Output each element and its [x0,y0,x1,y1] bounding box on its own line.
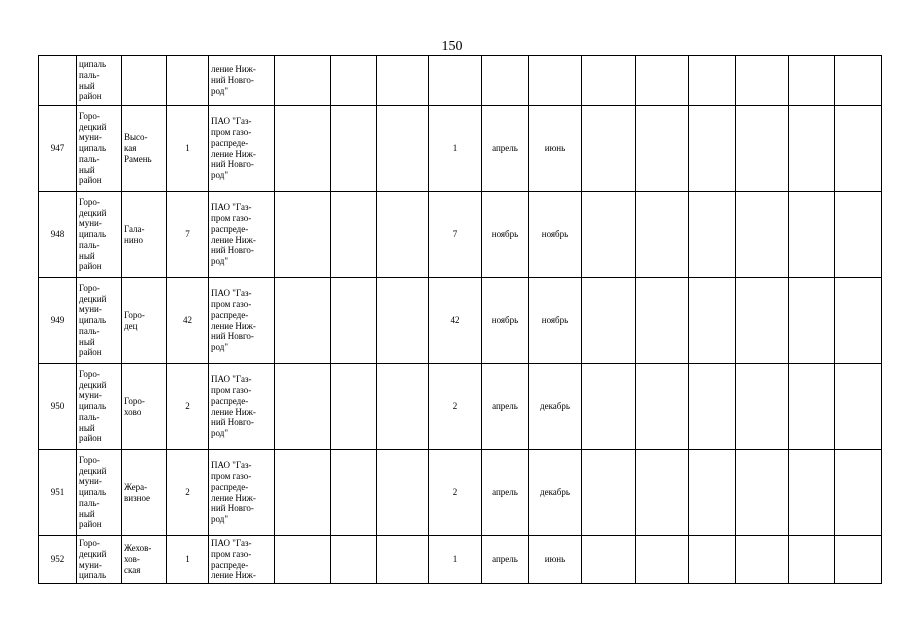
cell-count: 2 [167,364,209,450]
cell-count: 1 [167,106,209,192]
cell-empty [736,278,789,364]
cell-empty [689,278,736,364]
cell-empty [275,364,331,450]
cell-empty [377,192,429,278]
table-row [39,450,882,536]
cell-empty [636,56,689,106]
cell-empty [582,450,636,536]
cell-empty [377,106,429,192]
cell-start-month: апрель [482,106,529,192]
cell-place: Высо- кая Рамень [122,106,167,192]
cell-empty [835,278,882,364]
cell-empty [835,536,882,584]
cell-count-2: 1 [429,106,482,192]
cell-empty [636,278,689,364]
cell-place [122,56,167,106]
cell-district: Горо- децкий муни- ципаль паль- ный район [77,192,122,278]
cell-end-month: июнь [529,536,582,584]
cell-end-month: июнь [529,106,582,192]
cell-place: Жехов- хов- ская [122,536,167,584]
cell-place: Жера- визное [122,450,167,536]
cell-empty [835,192,882,278]
cell-empty [789,364,835,450]
cell-empty [835,106,882,192]
cell-organization: ПАО "Газ- пром газо- распреде- ление Ниж- ний Новго- род" [209,106,275,192]
cell-empty [377,536,429,584]
cell-empty [689,106,736,192]
cell-district: Горо- децкий муни- ципаль паль- ный район [77,450,122,536]
table-row [39,536,882,584]
cell-end-month: декабрь [529,450,582,536]
cell-empty [736,536,789,584]
cell-number: 947 [39,106,77,192]
cell-end-month [529,56,582,106]
cell-empty [377,278,429,364]
cell-count [167,56,209,106]
cell-count: 2 [167,450,209,536]
cell-empty [636,536,689,584]
cell-end-month: ноябрь [529,278,582,364]
cell-count-2: 2 [429,364,482,450]
cell-empty [582,56,636,106]
cell-organization: ление Ниж- ний Новго- род" [209,56,275,106]
cell-empty [331,450,377,536]
cell-empty [331,56,377,106]
cell-empty [377,56,429,106]
cell-count: 7 [167,192,209,278]
cell-start-month: апрель [482,536,529,584]
cell-count: 42 [167,278,209,364]
cell-organization: ПАО "Газ- пром газо- распреде- ление Ниж- ний Новго- род" [209,450,275,536]
cell-empty [789,56,835,106]
cell-empty [331,364,377,450]
cell-count-2: 7 [429,192,482,278]
cell-organization: ПАО "Газ- пром газо- распреде- ление Ниж- [209,536,275,584]
cell-start-month: апрель [482,364,529,450]
cell-start-month [482,56,529,106]
cell-empty [736,106,789,192]
cell-place: Гала- нино [122,192,167,278]
cell-empty [636,364,689,450]
cell-empty [789,450,835,536]
cell-empty [789,192,835,278]
cell-organization: ПАО "Газ- пром газо- распреде- ление Ниж- ний Новго- род" [209,192,275,278]
cell-start-month: апрель [482,450,529,536]
cell-empty [736,450,789,536]
cell-count: 1 [167,536,209,584]
cell-empty [689,56,736,106]
cell-empty [331,278,377,364]
cell-empty [689,450,736,536]
cell-empty [377,450,429,536]
cell-empty [275,106,331,192]
cell-empty [636,192,689,278]
cell-district: Горо- децкий муни- ципаль паль- ный район [77,106,122,192]
cell-empty [331,192,377,278]
cell-end-month: декабрь [529,364,582,450]
page-number: 150 [441,39,463,54]
table-row [39,364,882,450]
cell-empty [377,364,429,450]
cell-district: Горо- децкий муни- ципаль паль- ный район [77,278,122,364]
cell-empty [689,536,736,584]
cell-number [39,56,77,106]
cell-count-2: 1 [429,536,482,584]
cell-empty [331,536,377,584]
cell-number: 949 [39,278,77,364]
cell-start-month: ноябрь [482,278,529,364]
cell-empty [582,536,636,584]
cell-empty [789,106,835,192]
cell-empty [736,56,789,106]
cell-empty [736,364,789,450]
cell-empty [636,450,689,536]
cell-empty [275,56,331,106]
cell-empty [582,106,636,192]
document-table [38,55,882,584]
cell-empty [636,106,689,192]
cell-empty [835,56,882,106]
table-row [39,106,882,192]
cell-district: Горо- децкий муни- ципаль [77,536,122,584]
cell-empty [689,364,736,450]
cell-empty [275,192,331,278]
cell-count-2 [429,56,482,106]
cell-empty [275,536,331,584]
cell-empty [582,364,636,450]
cell-end-month: ноябрь [529,192,582,278]
table-row [39,192,882,278]
cell-count-2: 2 [429,450,482,536]
cell-empty [275,278,331,364]
cell-number: 952 [39,536,77,584]
cell-empty [835,450,882,536]
cell-empty [582,278,636,364]
cell-empty [789,536,835,584]
cell-district: ципаль паль- ный район [77,56,122,106]
table-row [39,278,882,364]
cell-empty [275,450,331,536]
cell-empty [689,192,736,278]
cell-place: Горо- хово [122,364,167,450]
cell-organization: ПАО "Газ- пром газо- распреде- ление Ниж- ний Новго- род" [209,278,275,364]
cell-empty [835,364,882,450]
cell-number: 948 [39,192,77,278]
cell-place: Горо- дец [122,278,167,364]
cell-empty [789,278,835,364]
cell-district: Горо- децкий муни- ципаль паль- ный район [77,364,122,450]
table-row-continued [39,56,882,106]
cell-count-2: 42 [429,278,482,364]
cell-number: 951 [39,450,77,536]
cell-organization: ПАО "Газ- пром газо- распреде- ление Ниж- ний Новго- род" [209,364,275,450]
cell-empty [331,106,377,192]
cell-start-month: ноябрь [482,192,529,278]
cell-empty [582,192,636,278]
cell-number: 950 [39,364,77,450]
cell-empty [736,192,789,278]
